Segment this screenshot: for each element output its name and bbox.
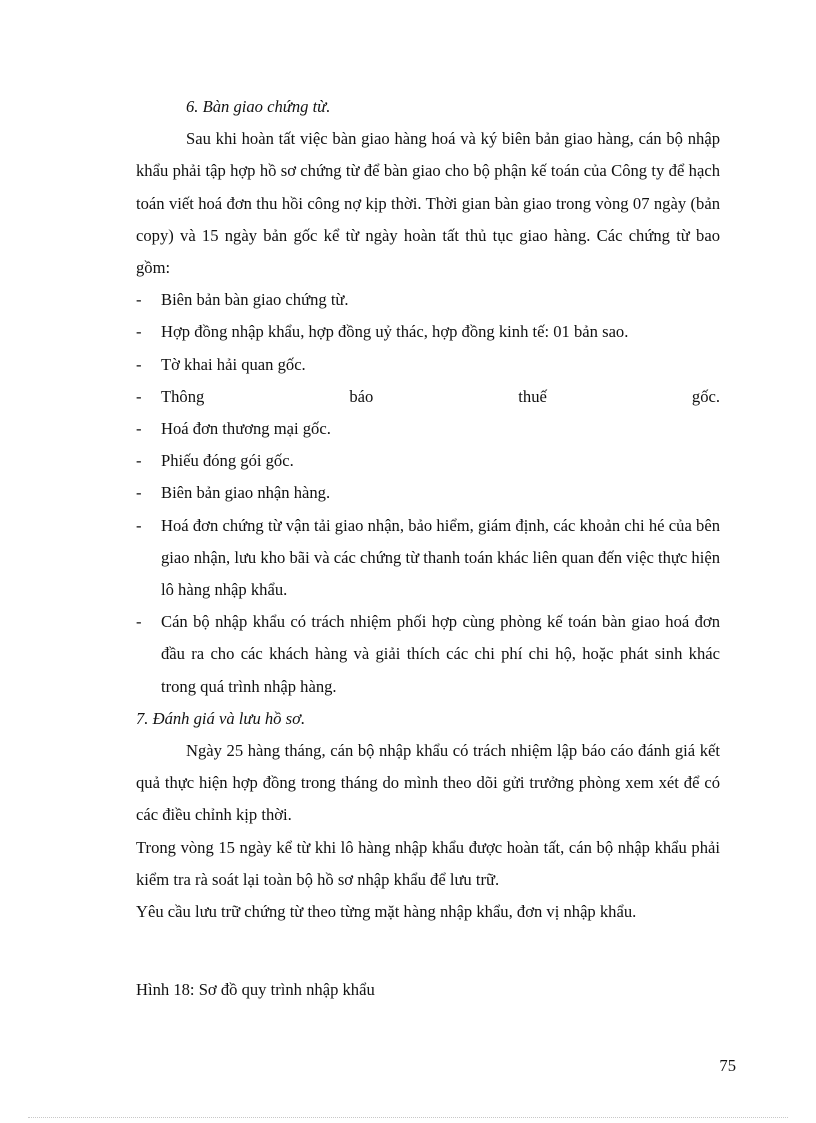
list-item-text: Hợp đồng nhập khẩu, hợp đồng uỷ thác, hợp đồng kinh tế: 01 bản sao. [161,322,629,342]
list-item [136,606,720,703]
list-item [136,510,720,607]
section-6-paragraph: Sau khi hoàn tất việc bàn giao hàng hoá và ký biên bản giao hàng, cán bộ nhập khẩu phải tập hợp hồ sơ chứng từ để bàn giao cho bộ phận kế toán của Công ty để hạch toán viết hoá đơn thu hồi công nợ kịp thời. Thời gian bàn giao trong vòng 07 ngày (bản copy) và 15 ngày bản gốc kể từ ngày hoàn tất thủ tục giao hàng. Các chứng từ bao gồm: [136,129,720,278]
footer-divider [28,1117,788,1118]
list-item [136,349,720,381]
list-item-text: Thông báo thuế gốc. [161,386,720,406]
page-content [136,91,720,1006]
list-bullet: - [136,612,142,632]
list-bullet: - [136,386,142,406]
section-7-heading: 7. Đánh giá và lưu hồ sơ. [136,708,306,728]
list-item-text: Biên bản bàn giao chứng từ. [161,290,349,310]
list-item [136,445,720,477]
list-item [136,381,720,413]
list-bullet: - [136,419,142,439]
list-bullet: - [136,354,142,374]
figure-caption: Hình 18: Sơ đồ quy trình nhập khẩu [136,980,375,1000]
list-bullet: - [136,290,142,310]
list-bullet: - [136,483,142,503]
section-7-paragraph-3: Yêu cầu lưu trữ chứng từ theo từng mặt hàng nhập khẩu, đơn vị nhập khẩu. [136,902,637,922]
document-list [136,284,720,703]
page-number: 75 [719,1056,736,1075]
list-bullet: - [136,515,142,535]
list-item [136,284,720,316]
list-item-text: Cán bộ nhập khẩu có trách nhiệm phối hợp cùng phòng kế toán bàn giao hoá đơn đầu ra cho các khách hàng và giải thích các chi phí chi hộ, hoặc phát sinh khác trong quá trình nhập hàng. [161,612,720,696]
section-6-heading: 6. Bàn giao chứng từ. [186,97,331,116]
list-item-text: Biên bản giao nhận hàng. [161,483,331,503]
list-bullet: - [136,322,142,342]
list-item [136,477,720,509]
section-7-paragraph-1: Ngày 25 hàng tháng, cán bộ nhập khẩu có trách nhiệm lập báo cáo đánh giá kết quả thực hiện hợp đồng trong tháng do mình theo dõi gửi trưởng phòng xem xét để có các điều chỉnh kịp thời. [136,741,720,825]
list-item-text: Hoá đơn thương mại gốc. [161,419,331,439]
list-bullet: - [136,451,142,471]
list-item [136,413,720,445]
section-7-paragraph-2: Trong vòng 15 ngày kể từ khi lô hàng nhập khẩu được hoàn tất, cán bộ nhập khẩu phải kiểm tra rà soát lại toàn bộ hồ sơ nhập khẩu để lưu trữ. [136,837,720,889]
list-item-text: Hoá đơn chứng từ vận tải giao nhận, bảo hiểm, giám định, các khoản chi hé của bên giao nhận, lưu kho bãi và các chứng từ thanh toán khác liên quan đến việc thực hiện lô hàng nhập khẩu. [161,515,720,600]
list-item [136,316,720,348]
list-item-text: Tờ khai hải quan gốc. [161,354,306,374]
list-item-text: Phiếu đóng gói gốc. [161,451,294,471]
